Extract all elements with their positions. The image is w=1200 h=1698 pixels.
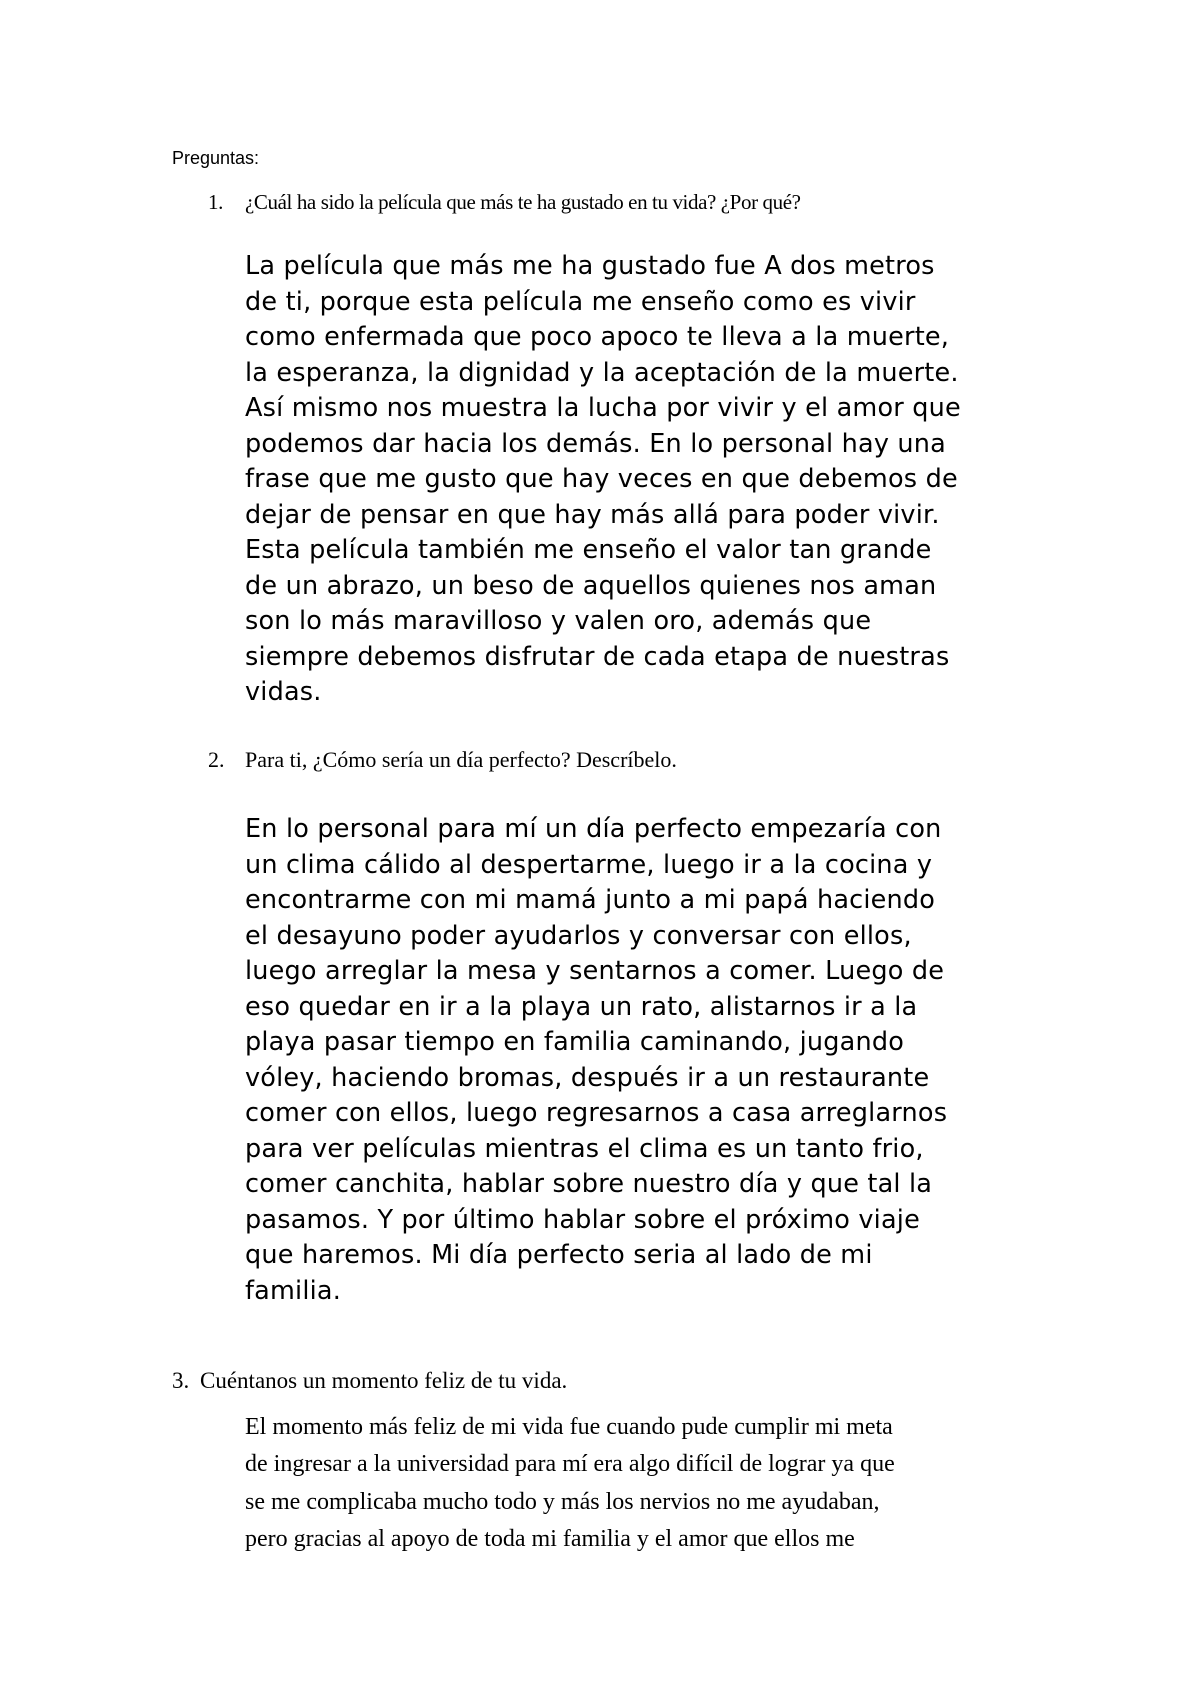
answer-line: la esperanza, la dignidad y la aceptación de la muerte. xyxy=(245,357,959,388)
question-number: 1. xyxy=(208,190,223,214)
answer-line: frase que me gusto que hay veces en que debemos de xyxy=(245,464,958,494)
answer-line: Así mismo nos muestra la lucha por vivir y el amor que xyxy=(245,393,961,423)
answer-3 xyxy=(245,1409,1045,1558)
answer-line: luego arreglar la mesa y sentarnos a comer. Luego de xyxy=(245,956,945,986)
document-heading: Preguntas: xyxy=(172,148,260,168)
answer-line: familia. xyxy=(245,1275,342,1306)
answer-line: podemos dar hacia los demás. En lo personal hay una xyxy=(245,428,946,459)
answer-2 xyxy=(245,812,1095,1309)
answer-line: un clima cálido al despertarme, luego ir a la cocina y xyxy=(245,849,933,880)
answer-line: el desayuno poder ayudarlos y conversar con ellos, xyxy=(245,920,912,951)
answer-line: La película que más me ha gustado fue A dos metros xyxy=(245,251,935,281)
answer-line: encontrarme con mi mamá junto a mi papá haciendo xyxy=(245,885,936,915)
answer-line: Esta película también me enseño el valor tan grande xyxy=(245,535,932,565)
answer-line: playa pasar tiempo en familia caminando, jugando xyxy=(245,1027,905,1057)
question-text: Para ti, ¿Cómo sería un día perfecto? Descríbelo. xyxy=(245,747,677,772)
answer-line: El momento más feliz de mi vida fue cuando pude cumplir mi meta xyxy=(245,1414,893,1440)
answer-line: vidas. xyxy=(245,677,322,707)
answer-line: comer canchita, hablar sobre nuestro día y que tal la xyxy=(245,1169,933,1199)
answer-line: dejar de pensar en que hay más allá para poder vivir. xyxy=(245,499,940,530)
answer-line: que haremos. Mi día perfecto seria al lado de mi xyxy=(245,1240,873,1270)
answer-line: de ingresar a la universidad para mí era algo difícil de lograr ya que xyxy=(245,1451,895,1478)
answer-1 xyxy=(245,249,1095,711)
question-number: 3. xyxy=(172,1368,190,1393)
question-number: 2. xyxy=(208,747,225,772)
answer-line: de ti, porque esta película me enseño como es vivir xyxy=(245,286,916,317)
answer-line: En lo personal para mí un día perfecto empezaría con xyxy=(245,814,942,844)
answer-line: comer con ellos, luego regresarnos a casa arreglarnos xyxy=(245,1098,948,1128)
question-text: ¿Cuál ha sido la película que más te ha gustado en tu vida? ¿Por qué? xyxy=(245,190,801,214)
answer-line: pasamos. Y por último hablar sobre el próximo viaje xyxy=(245,1204,920,1235)
answer-line: vóley, haciendo bromas, después ir a un restaurante xyxy=(245,1062,930,1093)
answer-line: son lo más maravilloso y valen oro, además que xyxy=(245,606,872,636)
answer-line: siempre debemos disfrutar de cada etapa de nuestras xyxy=(245,641,950,672)
answer-line: como enfermada que poco apoco te lleva a la muerte, xyxy=(245,322,950,352)
answer-line: para ver películas mientras el clima es un tanto frio, xyxy=(245,1133,924,1164)
answer-line: se me complicaba mucho todo y más los nervios no me ayudaban, xyxy=(245,1488,880,1515)
question-text: Cuéntanos un momento feliz de tu vida. xyxy=(200,1368,568,1393)
answer-line: pero gracias al apoyo de toda mi familia y el amor que ellos me xyxy=(245,1525,855,1552)
answer-line: eso quedar en ir a la playa un rato, alistarnos ir a la xyxy=(245,991,918,1022)
answer-line: de un abrazo, un beso de aquellos quienes nos aman xyxy=(245,570,937,601)
